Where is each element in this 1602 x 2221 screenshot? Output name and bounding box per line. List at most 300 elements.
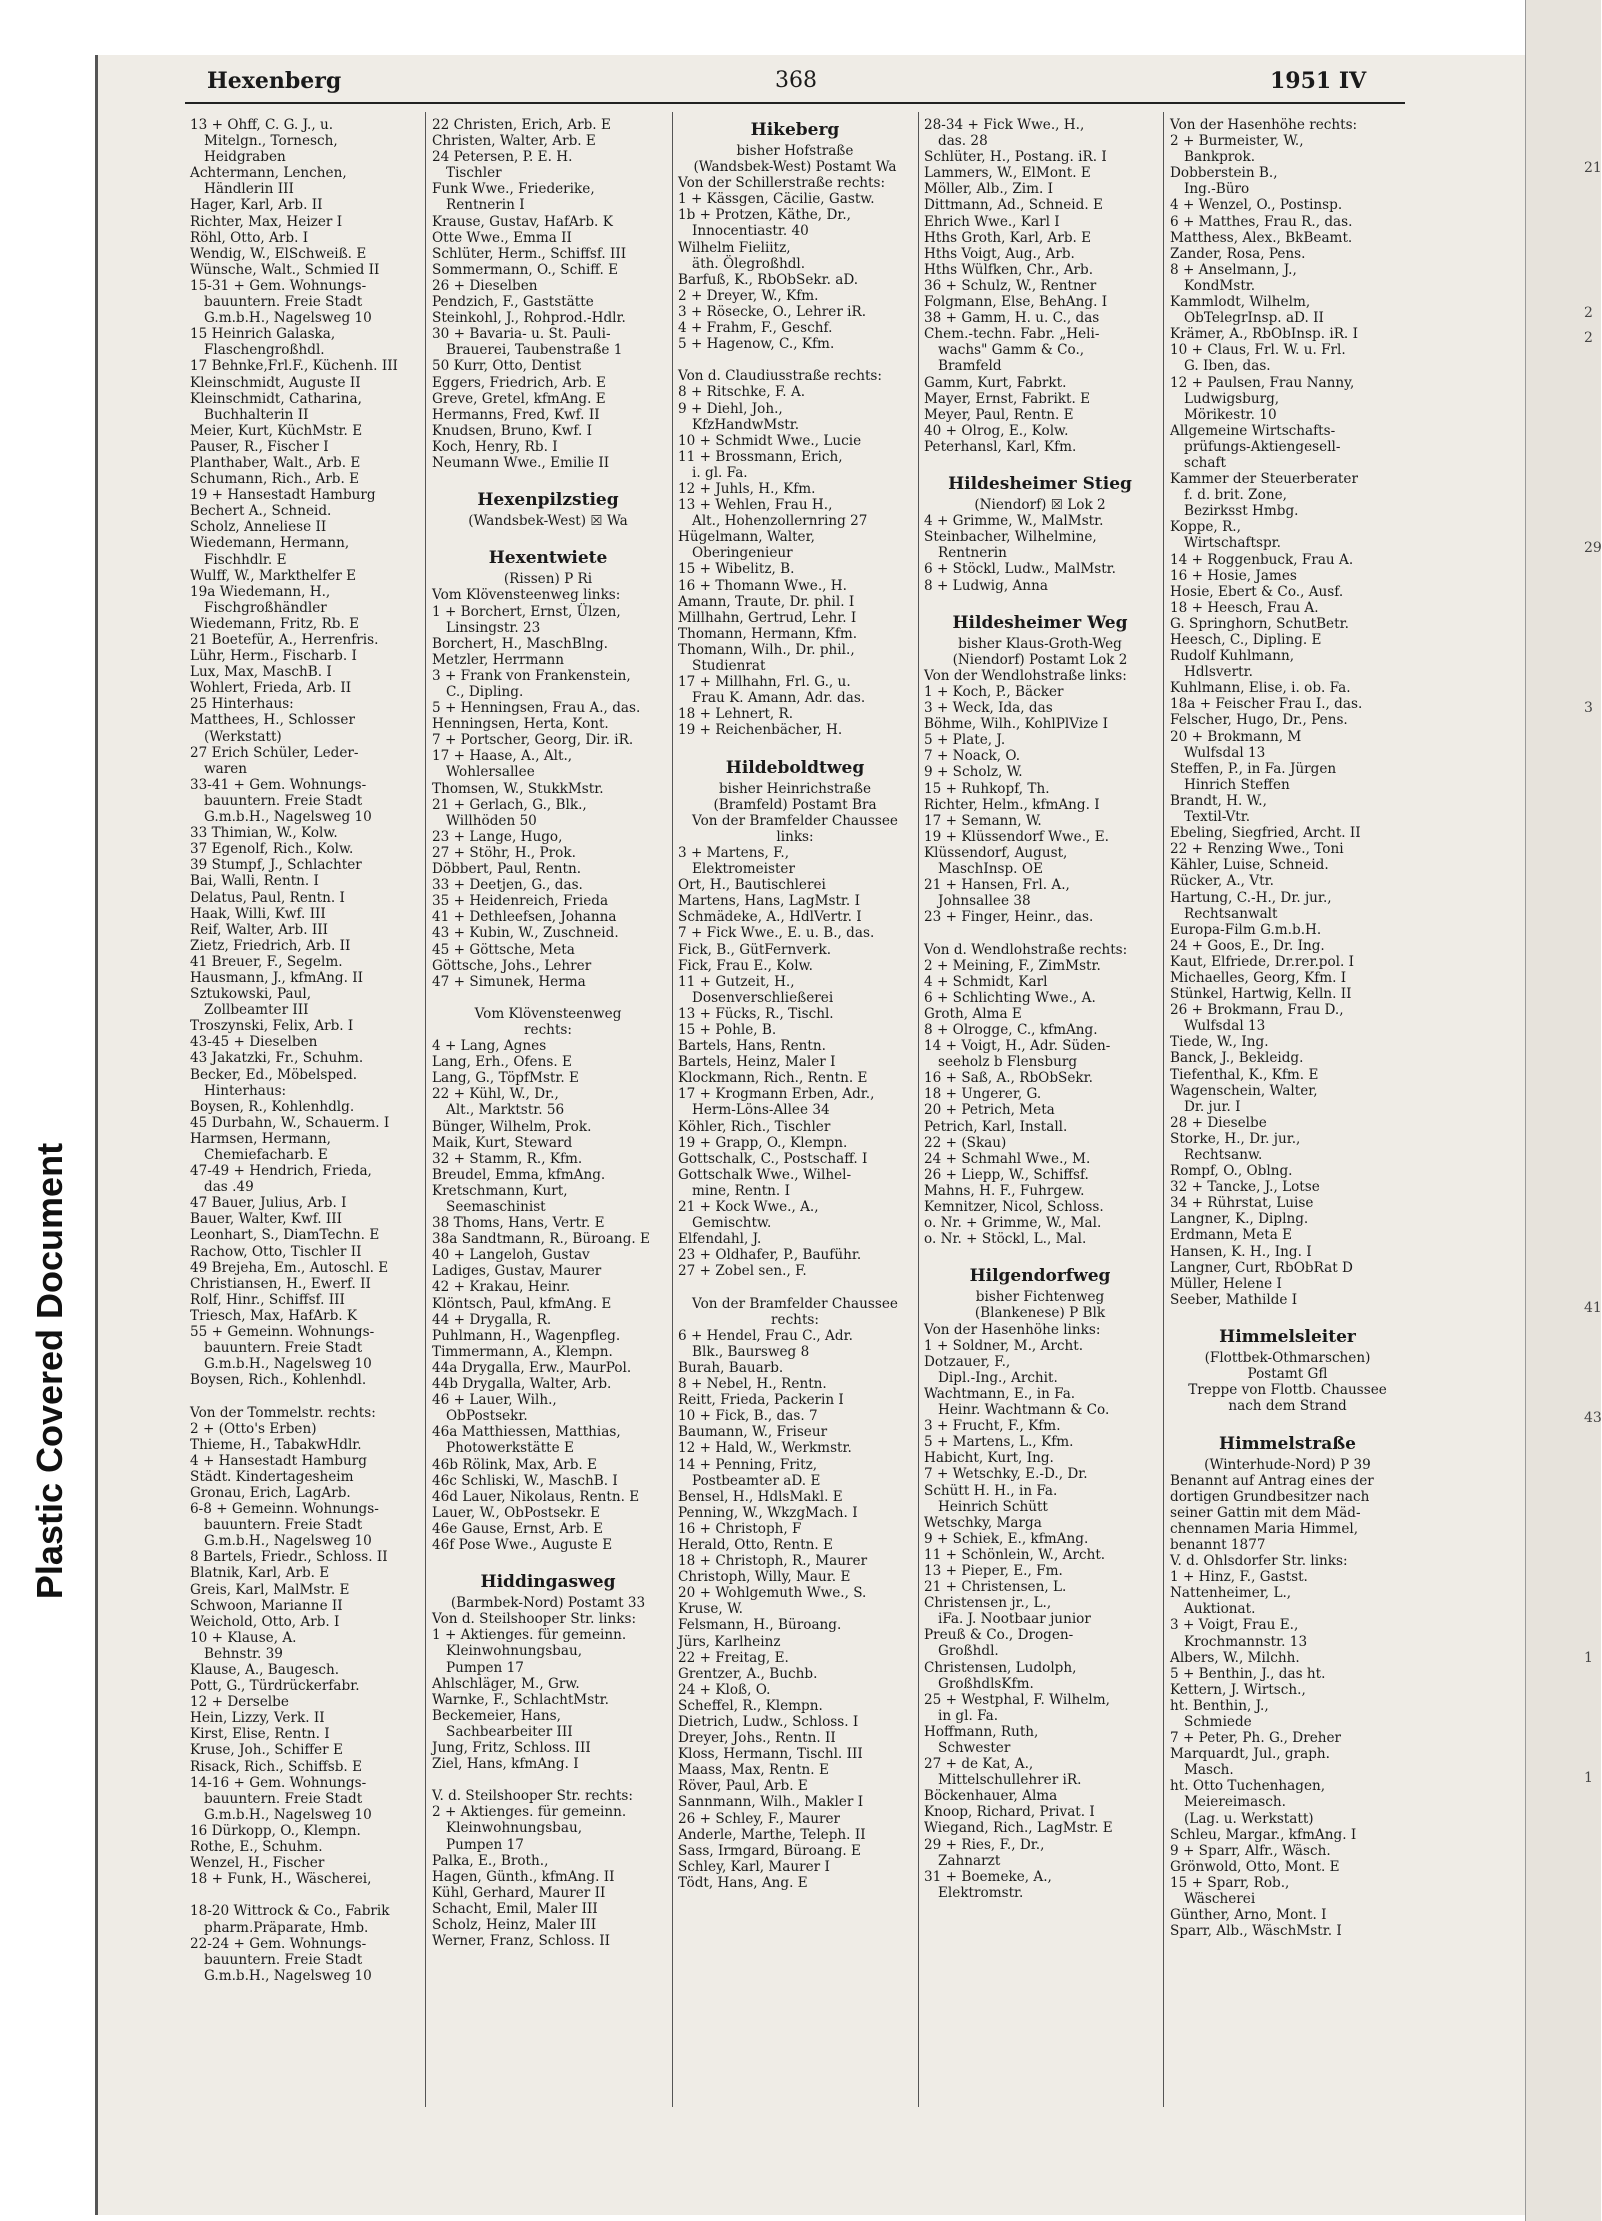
directory-entry: Ehrich Wwe., Karl I xyxy=(924,213,1060,230)
directory-entry: 49 Brejeha, Em., Autoschl. E xyxy=(190,1259,389,1276)
directory-entry: G. Iben, das. xyxy=(1184,358,1271,375)
directory-entry: Blatnik, Karl, Arb. E xyxy=(190,1565,330,1582)
directory-entry: 9 + Diehl, Joh., xyxy=(678,400,783,417)
directory-entry: Bünger, Wilhelm, Prok. xyxy=(432,1118,592,1135)
directory-entry: Schacht, Emil, Maler III xyxy=(432,1900,598,1917)
directory-entry: Troszynski, Felix, Arb. I xyxy=(190,1018,354,1035)
directory-entry: Johnsallee 38 xyxy=(938,893,1031,910)
street-heading: Hilgendorfweg xyxy=(969,1266,1111,1287)
directory-entry: Alt., Marktstr. 56 xyxy=(446,1102,565,1119)
column-1 xyxy=(190,117,418,1984)
directory-entry: Marquardt, Jul., graph. xyxy=(1170,1746,1330,1763)
running-head-street: Hexenberg xyxy=(207,68,342,94)
directory-entry: 21 + Gerlach, G., Blk., xyxy=(432,796,587,813)
directory-entry: Zahnarzt xyxy=(938,1852,1001,1869)
directory-entry: Mörikestr. 10 xyxy=(1184,406,1277,423)
directory-entry: Knudsen, Bruno, Kwf. I xyxy=(432,422,592,439)
directory-entry: 12 + Paulsen, Frau Nanny, xyxy=(1170,374,1355,391)
street-heading: Hikeberg xyxy=(750,120,840,140)
directory-entry: 24 + Kloß, O. xyxy=(678,1681,771,1698)
directory-entry: Ebeling, Siegfried, Archt. II xyxy=(1170,825,1361,842)
directory-entry: Sass, Irmgard, Büroang. E xyxy=(678,1842,861,1859)
directory-entry: Kruse, W. xyxy=(678,1601,743,1618)
directory-entry: 17 Behnke,Frl.F., Küchenh. III xyxy=(190,358,398,375)
directory-entry: Ort, H., Bautischlerei xyxy=(678,877,826,894)
directory-entry: Kleinwohnungsbau, xyxy=(446,1643,583,1660)
directory-entry: Becker, Ed., Möbelsped. xyxy=(190,1066,358,1083)
directory-entry: Pumpen 17 xyxy=(446,1836,524,1853)
directory-entry: Leonhart, S., DiamTechn. E xyxy=(190,1227,380,1244)
directory-entry: 4 + Frahm, F., Geschf. xyxy=(678,320,833,337)
directory-entry: Von d. Wendlohstraße rechts: xyxy=(924,941,1128,958)
directory-entry: 6 + Hendel, Frau C., Adr. xyxy=(678,1327,853,1344)
directory-entry: Hartung, C.-H., Dr. jur., xyxy=(1170,889,1332,906)
directory-entry: 20 + Petrich, Meta xyxy=(924,1102,1055,1119)
directory-entry: Thomann, Hermann, Kfm. xyxy=(678,625,858,642)
directory-entry: Von der Wendlohstraße links: xyxy=(924,667,1127,684)
directory-entry: 3 + Weck, Ida, das xyxy=(924,700,1053,717)
directory-entry: Christensen jr., L., xyxy=(924,1595,1052,1612)
directory-entry: Allgemeine Wirtschafts- xyxy=(1170,422,1336,439)
directory-entry: Schütt H. H., in Fa. xyxy=(924,1482,1058,1499)
directory-entry: Klüssendorf, August, xyxy=(924,844,1068,861)
directory-entry: seeholz b Flensburg xyxy=(938,1054,1078,1071)
directory-entry: V. d. Ohlsdorfer Str. links: xyxy=(1170,1553,1348,1570)
directory-entry: bauuntern. Freie Stadt xyxy=(204,1790,363,1807)
directory-entry: Scholz, Anneliese II xyxy=(190,519,327,536)
directory-entry: 41 Breuer, F., Segelm. xyxy=(190,953,343,970)
directory-entry: 46f Pose Wwe., Auguste E xyxy=(432,1536,613,1553)
directory-entry: 24 + Goos, E., Dr. Ing. xyxy=(1170,937,1325,954)
directory-entry: Hein, Lizzy, Verk. II xyxy=(190,1710,325,1727)
directory-entry: Lux, Max, MaschB. I xyxy=(190,664,332,681)
directory-entry: Barfuß, K., RbObSekr. aD. xyxy=(678,271,859,288)
directory-entry: Meiereimasch. xyxy=(1184,1794,1286,1811)
directory-entry: Erdmann, Meta E xyxy=(1170,1227,1293,1244)
directory-entry: 14 + Penning, Fritz, xyxy=(678,1456,818,1473)
directory-entry: 5 + Benthin, J., das ht. xyxy=(1170,1665,1326,1682)
directory-entry: 20 + Wohlgemuth Wwe., S. xyxy=(678,1585,867,1602)
directory-entry: Baumann, W., Friseur xyxy=(678,1424,828,1441)
directory-entry: Martens, Hans, LagMstr. I xyxy=(678,893,860,910)
directory-entry: Wetschky, Marga xyxy=(924,1514,1042,1531)
street-subheading: Von der Bramfelder Chaussee xyxy=(692,1295,898,1312)
directory-entry: 38a Sandtmann, R., Büroang. E xyxy=(432,1231,650,1248)
directory-entry: Achtermann, Lenchen, xyxy=(190,165,347,182)
directory-entry: 3 + Voigt, Frau E., xyxy=(1170,1617,1299,1634)
directory-entry: 34 + Rührstat, Luise xyxy=(1170,1195,1314,1212)
directory-entry: 41 + Dethleefsen, Johanna xyxy=(432,909,617,926)
street-heading: Hexentwiete xyxy=(488,548,608,569)
directory-entry: 7 + Portscher, Georg, Dir. iR. xyxy=(432,732,634,749)
directory-entry: Meier, Kurt, KüchMstr. E xyxy=(190,422,363,439)
spacer xyxy=(432,1772,664,1788)
directory-entry: Heesch, C., Dipling. E xyxy=(1170,632,1322,648)
directory-entry: Linsingstr. 23 xyxy=(446,619,541,636)
directory-entry: Blk., Baursweg 8 xyxy=(692,1343,810,1360)
directory-entry: Großhdl. xyxy=(938,1643,999,1660)
directory-entry: Krause, Gustav, HafArb. K xyxy=(432,213,613,230)
directory-entry: Christiansen, H., Ewerf. II xyxy=(190,1275,371,1292)
directory-entry: ObTelegrInsp. aD. II xyxy=(1184,310,1324,327)
directory-entry: 17 + Semann, W. xyxy=(924,812,1042,829)
directory-entry: Rentnerin xyxy=(938,545,1007,562)
adjacent-page-fragment: 2 xyxy=(1584,305,1593,321)
directory-entry: 4 + Wenzel, O., Postinsp. xyxy=(1170,197,1343,214)
spacer xyxy=(924,925,1156,941)
directory-entry: Hoffmann, Ruth, xyxy=(924,1723,1039,1740)
directory-entry: Städt. Kindertagesheim xyxy=(190,1468,354,1485)
spacer xyxy=(924,455,1156,471)
directory-entry: Von der Tommelstr. rechts: xyxy=(190,1404,376,1421)
directory-entry: Scheffel, R., Klempn. xyxy=(678,1697,823,1714)
directory-entry: G.m.b.H., Nagelsweg 10 xyxy=(204,1967,372,1984)
directory-entry: Kühl, Gerhard, Maurer II xyxy=(432,1884,606,1901)
directory-entry: Sannmann, Wilh., Makler I xyxy=(678,1794,864,1811)
directory-entry: Millhahn, Gertrud, Lehr. I xyxy=(678,609,857,626)
directory-entry: G. Springhorn, SchutBetr. xyxy=(1170,615,1349,632)
directory-entry: Lang, G., TöpfMstr. E xyxy=(432,1070,579,1087)
directory-entry: seiner Gattin mit dem Mäd- xyxy=(1170,1504,1361,1521)
directory-entry: Eggers, Friedrich, Arb. E xyxy=(432,374,606,391)
directory-entry: Hager, Karl, Arb. II xyxy=(190,197,323,214)
directory-entry: Von der Schillerstraße rechts: xyxy=(678,175,886,192)
directory-entry: 19 + Hansestadt Hamburg xyxy=(190,487,376,504)
directory-entry: in gl. Fa. xyxy=(938,1707,999,1724)
directory-entry: Wiegand, Rich., LagMstr. E xyxy=(924,1820,1113,1837)
directory-entry: Greis, Karl, MalMstr. E xyxy=(190,1581,350,1598)
directory-entry: 17 + Krogmann Erben, Adr., xyxy=(678,1086,875,1103)
street-subheading: (Bramfeld) Postamt Bra xyxy=(713,796,877,813)
directory-entry: 2 + (Otto's Erben) xyxy=(190,1420,317,1437)
directory-entry: Von der Hasenhöhe rechts: xyxy=(1170,117,1358,133)
directory-entry: 3 + Martens, F., xyxy=(678,844,790,861)
directory-entry: Puhlmann, H., Wagenpfleg. xyxy=(432,1327,621,1344)
directory-entry: 22 Christen, Erich, Arb. E xyxy=(432,117,611,133)
directory-entry: 33 Thimian, W., Kolw. xyxy=(190,825,338,842)
street-subheading: (Rissen) P Ri xyxy=(503,571,593,588)
directory-entry: 46c Schliski, W., MaschB. I xyxy=(432,1472,618,1489)
directory-entry: Habicht, Kurt, Ing. xyxy=(924,1450,1054,1467)
directory-entry: Schleu, Margar., kfmAng. I xyxy=(1170,1826,1357,1843)
directory-entry: 18 + Lehnert, R. xyxy=(678,706,794,723)
directory-entry: Chem.-techn. Fabr. „Heli- xyxy=(924,326,1100,343)
directory-entry: Kleinschmidt, Auguste II xyxy=(190,374,361,391)
directory-entry: 15 + Sparr, Rob., xyxy=(1170,1874,1290,1891)
directory-entry: Pendzich, F., Gaststätte xyxy=(432,294,594,311)
document-sidebar xyxy=(0,0,92,2221)
directory-entry: bauuntern. Freie Stadt xyxy=(204,1517,363,1534)
directory-entry: 15 + Pohle, B. xyxy=(678,1021,777,1038)
directory-entry: Amann, Traute, Dr. phil. I xyxy=(678,593,855,610)
directory-entry: 7 + Noack, O. xyxy=(924,748,1021,765)
directory-entry: Innocentiastr. 40 xyxy=(692,223,809,240)
directory-entry: Heidgraben xyxy=(204,149,286,166)
directory-entry: 17 + Haase, A., Alt., xyxy=(432,748,573,765)
directory-entry: Burah, Bauarb. xyxy=(678,1359,784,1376)
directory-entry: Krochmannstr. 13 xyxy=(1184,1633,1308,1650)
street-subheading: (Wandsbek-West) ☒ Wa xyxy=(468,513,628,530)
directory-entry: Koppe, R., xyxy=(1170,519,1241,536)
directory-entry: Wohlert, Frieda, Arb. II xyxy=(190,680,352,697)
spacer xyxy=(190,1388,418,1404)
directory-entry: Sztukowski, Paul, xyxy=(190,986,312,1003)
directory-entry: Thomsen, W., StukkMstr. xyxy=(432,780,604,797)
directory-entry: 19 + Grapp, O., Klempn. xyxy=(678,1134,848,1151)
adjacent-page-fragment: 2 xyxy=(1584,330,1593,346)
directory-entry: 55 + Gemeinn. Wohnungs- xyxy=(190,1324,375,1341)
directory-entry: das. 28 xyxy=(938,133,988,150)
directory-entry: 44 + Drygalla, R. xyxy=(432,1311,552,1328)
directory-entry: Sachbearbeiter III xyxy=(446,1723,573,1740)
spacer xyxy=(432,471,664,487)
directory-entry: 18a + Feischer Frau I., das. xyxy=(1170,696,1363,713)
directory-entry: Zander, Rosa, Pens. xyxy=(1170,245,1306,262)
directory-entry: Wilhelm Fieliitz, xyxy=(678,239,791,256)
directory-entry: Kaut, Elfriede, Dr.rer.pol. I xyxy=(1170,953,1355,970)
directory-entry: Felscher, Hugo, Dr., Pens. xyxy=(1170,712,1348,729)
directory-entry: Göttsche, Johs., Lehrer xyxy=(432,957,592,974)
directory-entry: Haak, Willi, Kwf. III xyxy=(190,905,326,922)
directory-entry: 19 + Klüssendorf Wwe., E. xyxy=(924,828,1109,845)
directory-entry: Tischler xyxy=(446,165,502,182)
spacer xyxy=(924,1247,1156,1263)
directory-entry: Kuhlmann, Elise, i. ob. Fa. xyxy=(1170,680,1351,697)
directory-entry: bauuntern. Freie Stadt xyxy=(204,1951,363,1968)
directory-entry: 8 Bartels, Friedr., Schloss. II xyxy=(190,1549,388,1566)
directory-entry: Krämer, A., RbObInsp. iR. I xyxy=(1170,326,1358,343)
directory-entry: Peterhansl, Karl, Kfm. xyxy=(924,438,1077,455)
directory-entry: 1 + Aktienges. für gemeinn. xyxy=(432,1627,627,1644)
directory-entry: KfzHandwMstr. xyxy=(692,416,800,433)
directory-entry: dortigen Grundbesitzer nach xyxy=(1170,1488,1370,1505)
directory-entry: 24 Petersen, P. E. H. xyxy=(432,149,573,166)
directory-entry: Günther, Arno, Mont. I xyxy=(1170,1907,1327,1924)
directory-entry: Wulff, W., Markthelfer E xyxy=(190,567,357,584)
directory-entry: Rompf, O., Oblng. xyxy=(1170,1163,1293,1180)
directory-entry: Christensen, Ludolph, xyxy=(924,1659,1077,1676)
directory-entry: Henningsen, Herta, Kont. xyxy=(432,716,609,733)
directory-entry: i. gl. Fa. xyxy=(692,464,748,481)
spacer xyxy=(678,352,912,368)
directory-entry: Studienrat xyxy=(692,658,766,674)
directory-entry: Warnke, F., SchlachtMstr. xyxy=(432,1691,609,1708)
directory-entry: bauuntern. Freie Stadt xyxy=(204,792,363,809)
directory-entry: Kirst, Elise, Rentn. I xyxy=(190,1726,330,1743)
directory-entry: 5 + Martens, L., Kfm. xyxy=(924,1434,1074,1451)
directory-entry: benannt 1877 xyxy=(1170,1536,1266,1553)
directory-entry: ObPostsekr. xyxy=(446,1408,528,1425)
directory-entry: 16 + Saß, A., RbObSekr. xyxy=(924,1070,1093,1087)
directory-entry: Dotzauer, F., xyxy=(924,1353,1011,1370)
directory-entry: mine, Rentn. I xyxy=(692,1182,790,1199)
street-subheading: Vom Klövensteenweg xyxy=(474,1005,622,1022)
directory-entry: Richter, Max, Heizer I xyxy=(190,213,343,230)
directory-entry: KondMstr. xyxy=(1184,277,1256,294)
directory-entry: Gemischtw. xyxy=(692,1215,772,1232)
directory-entry: 1 + Hinz, F., Gastst. xyxy=(1170,1569,1308,1586)
spacer xyxy=(432,1553,664,1569)
directory-entry: 14-16 + Gem. Wohnungs- xyxy=(190,1774,367,1791)
directory-entry: Chemiefacharb. E xyxy=(204,1147,328,1163)
directory-entry: Greve, Gretel, kfmAng. E xyxy=(432,390,606,407)
directory-entry: 13 + Wehlen, Frau H., xyxy=(678,497,833,514)
directory-entry: Von d. Claudiusstraße rechts: xyxy=(678,368,882,385)
directory-entry: Jürs, Karlheinz xyxy=(678,1633,781,1650)
directory-entry: Heinr. Wachtmann & Co. xyxy=(938,1402,1110,1419)
directory-entry: Zietz, Friedrich, Arb. II xyxy=(190,937,351,954)
directory-entry: Neumann Wwe., Emilie II xyxy=(432,454,610,471)
spacer xyxy=(1170,1414,1405,1430)
directory-entry: 23 + Lange, Hugo, xyxy=(432,828,563,845)
directory-entry: Beckemeier, Hans, xyxy=(432,1707,561,1724)
directory-entry: 15 + Wibelitz, B. xyxy=(678,561,795,578)
directory-entry: Kleinschmidt, Catharina, xyxy=(190,390,362,407)
directory-entry: bauuntern. Freie Stadt xyxy=(204,1340,363,1357)
directory-entry: 43 Jakatzki, Fr., Schuhm. xyxy=(190,1050,364,1067)
directory-entry: Europa-Film G.m.b.H. xyxy=(1170,921,1322,938)
adjacent-page-fragment: 41 xyxy=(1584,1300,1602,1316)
directory-entry: 10 + Claus, Frl. W. u. Frl. xyxy=(1170,342,1346,359)
directory-entry: Wagenschein, Walter, xyxy=(1170,1082,1318,1099)
street-subheading: bisher Fichtenweg xyxy=(975,1289,1105,1306)
directory-entry: Matthess, Alex., BkBeamt. xyxy=(1170,229,1353,246)
directory-entry: 6 + Matthes, Frau R., das. xyxy=(1170,213,1353,230)
directory-entry: Dr. jur. I xyxy=(1184,1098,1241,1115)
directory-entry: Gronau, Erich, LagArb. xyxy=(190,1484,351,1501)
column-divider xyxy=(672,112,673,2107)
directory-entry: Fischhdlr. E xyxy=(204,551,287,568)
directory-entry: Penning, W., WkzgMach. I xyxy=(678,1504,858,1521)
directory-entry: Benannt auf Antrag eines der xyxy=(1170,1472,1374,1489)
page-header xyxy=(185,62,1385,104)
adjacent-page-strip xyxy=(1525,0,1601,2221)
directory-entry: 4 + Grimme, W., MalMstr. xyxy=(924,513,1104,530)
directory-entry: 21 + Kock Wwe., A., xyxy=(678,1199,819,1215)
directory-entry: 40 + Langeloh, Gustav xyxy=(432,1247,590,1264)
directory-entry: Rolf, Hinr., Schiffsf. III xyxy=(190,1291,345,1308)
directory-entry: Lang, Erh., Ofens. E xyxy=(432,1054,572,1071)
directory-entry: 23 + Oldhafer, P., Bauführ. xyxy=(678,1247,862,1264)
directory-entry: Steinkohl, J., Rohprod.-Hdlr. xyxy=(432,310,626,327)
directory-entry: 26 + Dieselben xyxy=(432,277,538,294)
directory-entry: Weichold, Otto, Arb. I xyxy=(190,1613,340,1630)
spacer xyxy=(190,1887,418,1903)
directory-entry: Köhler, Rich., Tischler xyxy=(678,1118,831,1135)
directory-entry: 14 + Roggenbuck, Frau A. xyxy=(1170,551,1354,568)
directory-entry: Wendig, W., ElSchweiß. E xyxy=(190,245,367,262)
directory-entry: 29 + Ries, F., Dr., xyxy=(924,1836,1045,1853)
directory-entry: Oberingenieur xyxy=(692,545,793,562)
directory-entry: 11 + Gutzeit, H., xyxy=(678,973,795,990)
directory-entry: Ahlschläger, M., Grw. xyxy=(432,1675,580,1692)
directory-entry: Triesch, Max, HafArb. K xyxy=(190,1307,358,1324)
directory-entry: Herm-Löns-Allee 34 xyxy=(692,1102,830,1119)
directory-entry: 46 + Lauer, Wilh., xyxy=(432,1392,557,1409)
directory-entry: 16 + Hosie, James xyxy=(1170,567,1297,584)
directory-entry: Kruse, Joh., Schiffer E xyxy=(190,1742,343,1759)
directory-entry: 22 + Renzing Wwe., Toni xyxy=(1170,841,1344,858)
directory-entry: G.m.b.H., Nagelsweg 10 xyxy=(204,1533,372,1550)
directory-entry: Dittmann, Ad., Schneid. E xyxy=(924,197,1103,214)
directory-entry: 3 + Frank von Frankenstein, xyxy=(432,667,631,684)
directory-entry: Dobberstein B., xyxy=(1170,165,1278,182)
directory-entry: 46b Rölink, Max, Arb. E xyxy=(432,1456,597,1473)
directory-entry: Lühr, Herm., Fischarb. I xyxy=(190,648,357,665)
directory-entry: äth. Ölegroßhdl. xyxy=(692,255,806,272)
adjacent-page-fragment: 1 xyxy=(1584,1650,1593,1666)
sidebar-label: Plastic Covered Document xyxy=(29,1142,70,1600)
directory-entry: 19 + Reichenbächer, H. xyxy=(678,722,843,739)
directory-entry: 4 + Schmidt, Karl xyxy=(924,973,1048,990)
directory-entry: Rechtsanw. xyxy=(1184,1147,1263,1163)
directory-entry: ht. Otto Tuchenhagen, xyxy=(1170,1778,1326,1795)
directory-entry: Behnstr. 39 xyxy=(204,1645,283,1662)
directory-entry: Klause, A., Baugesch. xyxy=(190,1662,340,1678)
directory-entry: 4 + Lang, Agnes xyxy=(432,1038,547,1055)
directory-entry: 14 + Voigt, H., Adr. Süden- xyxy=(924,1038,1111,1055)
directory-entry: (Lag. u. Werkstatt) xyxy=(1184,1810,1314,1827)
directory-entry: Tiefenthal, K., Kfm. E xyxy=(1170,1066,1319,1083)
directory-entry: 9 + Sparr, Alfr., Wäsch. xyxy=(1170,1842,1331,1859)
directory-entry: 9 + Scholz, W. xyxy=(924,764,1023,781)
directory-entry: 47 + Simunek, Herma xyxy=(432,973,586,990)
directory-entry: Mittelschullehrer iR. xyxy=(938,1772,1082,1789)
directory-entry: Sommermann, O., Schiff. E xyxy=(432,261,619,278)
directory-entry: Böckenhauer, Alma xyxy=(924,1788,1058,1805)
directory-entry: 18 + Ungerer, G. xyxy=(924,1086,1042,1103)
directory-entry: Maik, Kurt, Steward xyxy=(432,1134,573,1151)
spacer xyxy=(432,529,664,545)
directory-entry: Koch, Henry, Rb. I xyxy=(432,438,558,455)
street-subheading: (Niendorf) ☒ Lok 2 xyxy=(974,497,1106,514)
directory-entry: 17 + Millhahn, Frl. G., u. xyxy=(678,674,851,691)
directory-entry: 39 Stumpf, J., Schlachter xyxy=(190,857,362,874)
directory-entry: 6 + Stöckl, Ludw., MalMstr. xyxy=(924,561,1117,578)
directory-entry: Klockmann, Rich., Rentn. E xyxy=(678,1070,868,1087)
directory-entry: Schwester xyxy=(938,1740,1011,1756)
directory-entry: G.m.b.H., Nagelsweg 10 xyxy=(204,1806,372,1823)
directory-entry: Timmermann, A., Klempn. xyxy=(432,1343,613,1360)
directory-entry: Röhl, Otto, Arb. I xyxy=(190,229,309,246)
directory-entry: o. Nr. + Stöckl, L., Mal. xyxy=(924,1231,1087,1248)
directory-entry: Mahns, H. F., Fuhrgew. xyxy=(924,1182,1085,1199)
directory-entry: Otte Wwe., Emma II xyxy=(432,229,572,246)
directory-entry: 10 + Schmidt Wwe., Lucie xyxy=(678,432,862,449)
directory-entry: Brauerei, Taubenstraße 1 xyxy=(446,342,623,359)
directory-entry: 32 + Tancke, J., Lotse xyxy=(1170,1179,1320,1196)
directory-entry: 12 + Derselbe xyxy=(190,1694,289,1711)
directory-entry: Wäscherei xyxy=(1184,1891,1256,1908)
directory-entry: Fick, Frau E., Kolw. xyxy=(678,957,813,974)
spacer xyxy=(678,1279,912,1295)
directory-entry: Wachtmann, E., in Fa. xyxy=(924,1385,1076,1402)
directory-entry: 38 + Gamm, H. u. C., das xyxy=(924,310,1100,327)
directory-entry: Jung, Fritz, Schloss. III xyxy=(432,1740,591,1756)
directory-entry: Böhme, Wilh., KohlPlVize I xyxy=(924,716,1109,733)
directory-entry: 46d Lauer, Nikolaus, Rentn. E xyxy=(432,1488,640,1505)
directory-entry: Kemnitzer, Nicol, Schloss. xyxy=(924,1199,1104,1215)
directory-entry: 26 + Schley, F., Maurer xyxy=(678,1810,841,1827)
adjacent-page-fragment: 43 xyxy=(1584,1410,1602,1426)
directory-entry: Rücker, A., Vtr. xyxy=(1170,873,1274,890)
directory-entry: 28 + Dieselbe xyxy=(1170,1114,1267,1131)
directory-entry: 8 + Ludwig, Anna xyxy=(924,577,1048,594)
directory-entry: 22-24 + Gem. Wohnungs- xyxy=(190,1935,367,1952)
directory-entry: 20 + Brokmann, M xyxy=(1170,728,1302,745)
directory-entry: waren xyxy=(204,760,248,777)
directory-entry: Wiedemann, Fritz, Rb. E xyxy=(190,615,360,632)
